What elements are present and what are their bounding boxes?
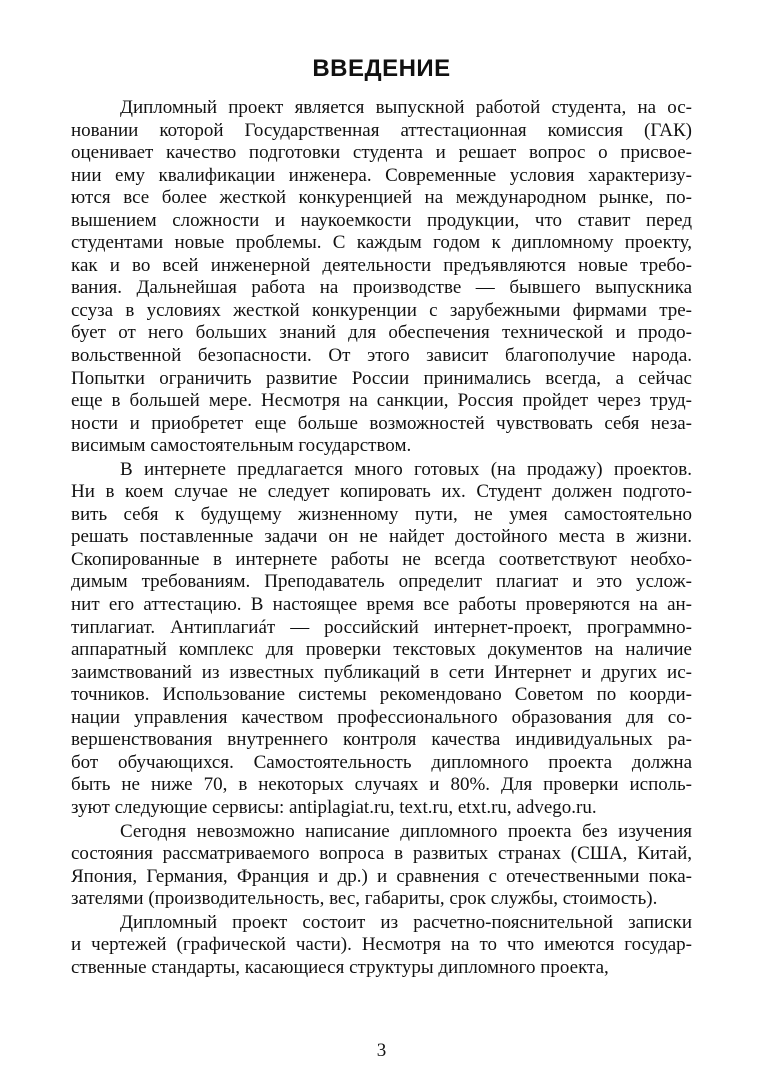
- text-line: Япония, Германия, Франция и др.) и сравнения с отечественными пока-: [71, 865, 692, 887]
- text-line: зателями (производительность, вес, габариты, срок службы, стоимость).: [71, 888, 658, 910]
- body-text: [71, 97, 692, 980]
- text-line: ности и приобретет еще больше возможностей чувствовать себя неза-: [71, 412, 692, 434]
- text-line: Ни в коем случае не следует копировать их. Студент должен подгото-: [71, 481, 692, 503]
- text-line: нии ему квалификации инженера. Современные условия характеризу-: [71, 164, 692, 186]
- text-line: решать поставленные задачи он не найдет достойного места в жизни.: [71, 526, 692, 548]
- page-number: 3: [376, 1040, 387, 1061]
- text-line: типлагиат. Антиплагиáт — российский интернет-проект, программно-: [71, 616, 692, 638]
- text-line: бует от него больших знаний для обеспечения технической и продо-: [71, 322, 692, 344]
- text-line: быть не ниже 70, в некоторых случаях и 80%. Для проверки исполь-: [71, 774, 692, 796]
- text-line: димым требованиям. Преподаватель определит плагиат и это услож-: [71, 571, 692, 593]
- text-line: заимствований из известных публикаций в сети Интернет и других ис-: [71, 661, 692, 683]
- text-line: Попытки ограничить развитие России принимались всегда, а сейчас: [71, 367, 692, 389]
- text-line: еще в большей мере. Несмотря на санкции, Россия пройдет через труд-: [71, 390, 692, 412]
- text-line: Сегодня невозможно написание дипломного проекта без изучения: [120, 820, 692, 842]
- paragraph: [71, 821, 692, 911]
- text-line: Дипломный проект состоит из расчетно-пояснительной записки: [120, 911, 692, 933]
- text-line: Скопированные в интернете работы не всегда соответствуют необхо-: [71, 548, 692, 570]
- text-line: нации управления качеством профессионального образования для со-: [71, 706, 692, 728]
- paragraph: [71, 97, 692, 458]
- text-line: и чертежей (графической части). Несмотря на то что имеются государ-: [71, 934, 692, 956]
- text-line: состояния рассматриваемого вопроса в развитых странах (США, Китай,: [71, 843, 692, 865]
- text-line: бот обучающихся. Самостоятельность дипломного проекта должна: [71, 751, 692, 773]
- text-line: оценивает качество подготовки студента и решает вопрос о присвое-: [71, 142, 692, 164]
- page-title: ВВЕДЕНИЕ: [312, 55, 451, 82]
- text-line: вить себя к будущему жизненному пути, не умея самостоятельно: [71, 503, 692, 525]
- paragraph: [71, 912, 692, 980]
- paragraph-container: [71, 97, 692, 979]
- paragraph: [71, 459, 692, 820]
- text-line: ссуза в условиях жесткой конкуренции с зарубежными фирмами тре-: [71, 299, 692, 321]
- text-line: новании которой Государственная аттестационная комиссия (ГАК): [71, 119, 692, 141]
- text-line: Дипломный проект является выпускной работой студента, на ос-: [120, 97, 692, 118]
- text-line: нит его аттестацию. В настоящее время все работы проверяются на ан-: [71, 594, 692, 616]
- text-line: вания. Дальнейшая работа на производстве — бывшего выпускника: [71, 277, 692, 299]
- text-line: вольственной безопасности. От этого зависит благополучие народа.: [71, 345, 692, 367]
- text-line: В интернете предлагается много готовых (на продажу) проектов.: [120, 458, 692, 480]
- text-line: зуют следующие сервисы: antiplagiat.ru, text.ru, etxt.ru, advego.ru.: [71, 796, 597, 818]
- text-line: вершенствования внутреннего контроля качества индивидуальных ра-: [71, 729, 692, 751]
- text-line: висимым самостоятельным государством.: [71, 435, 412, 457]
- text-line: вышением сложности и наукоемкости продукции, что ставит перед: [71, 209, 692, 231]
- text-line: ственные стандарты, касающиеся структуры дипломного проекта,: [71, 956, 609, 978]
- text-line: как и во всей инженерной деятельности предъявляются новые требо-: [71, 254, 692, 276]
- text-line: аппаратный комплекс для проверки текстовых документов на наличие: [71, 639, 692, 661]
- text-line: точников. Использование системы рекомендовано Советом по коорди-: [71, 684, 692, 706]
- text-line: ются все более жесткой конкуренцией на международном рынке, по-: [71, 187, 692, 209]
- text-line: студентами новые проблемы. С каждым годом к дипломному проекту,: [71, 232, 692, 254]
